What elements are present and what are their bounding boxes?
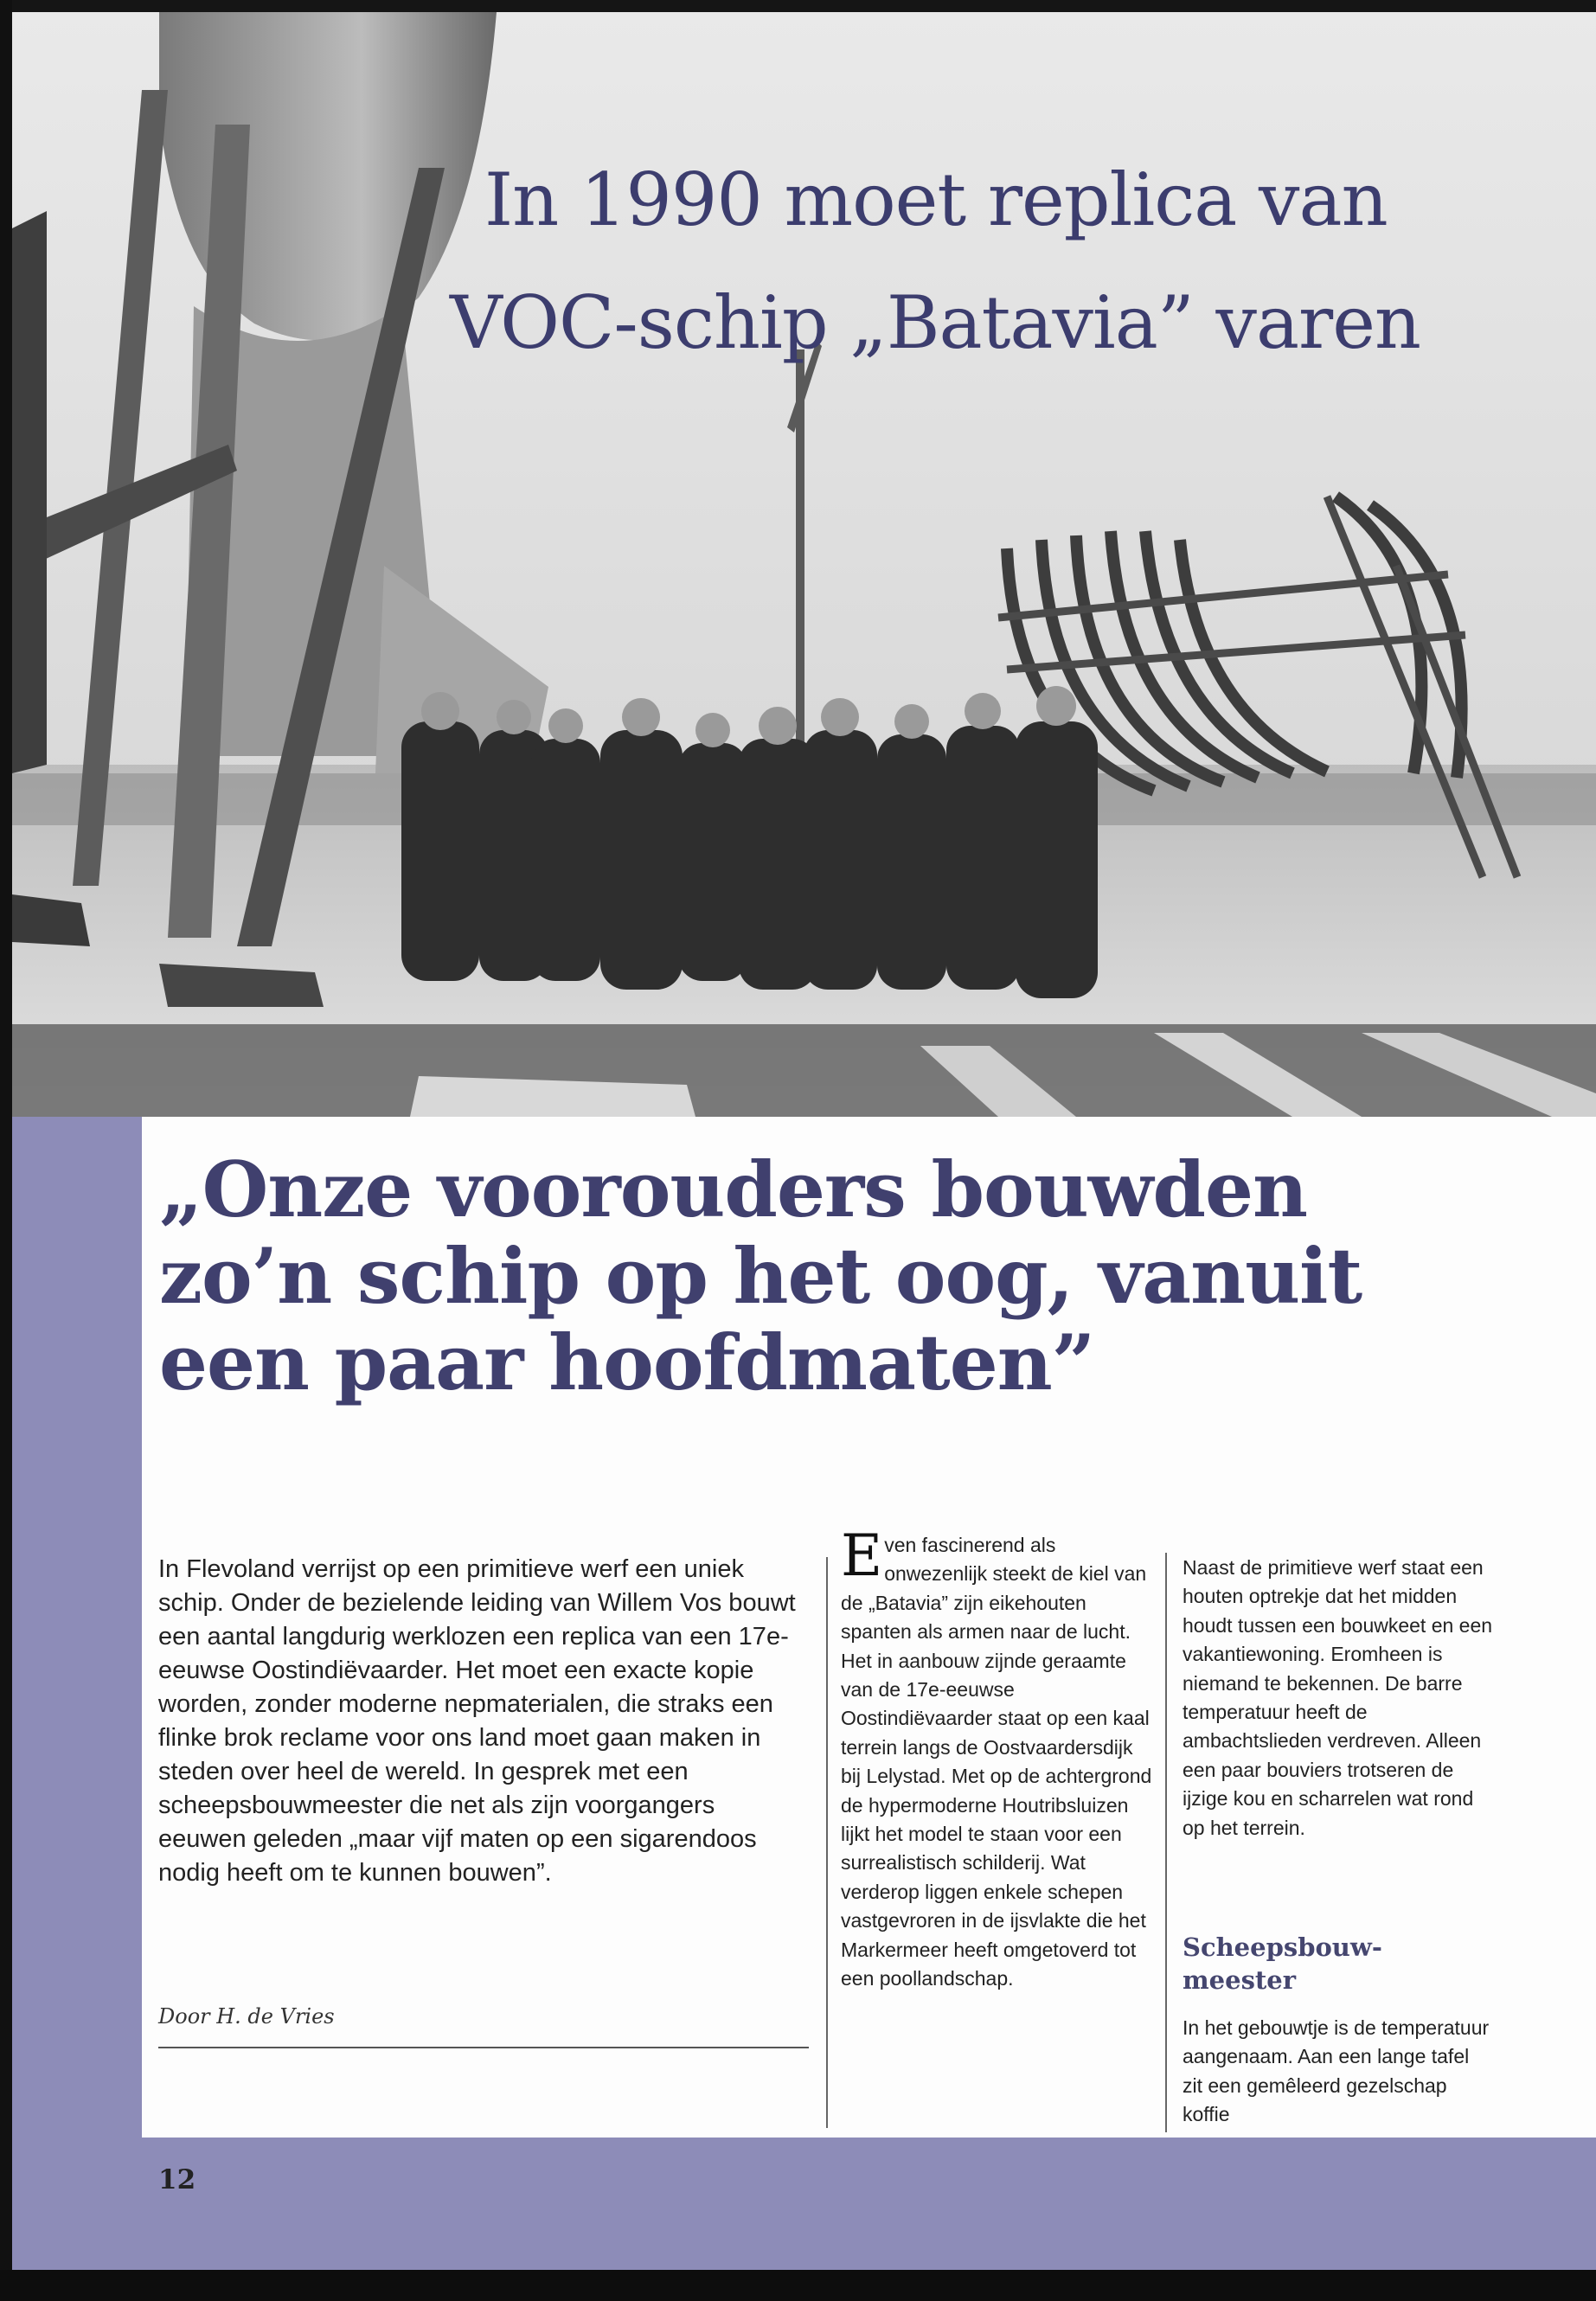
column-3-text-continued: In het gebouwtje is de temperatuur aangenaam. Aan een lange tafel zit een gemêleerd gezelschap koffie [1183, 2016, 1490, 2126]
quote-line-3: een paar hoofdmaten” [159, 1317, 1095, 1407]
page-number: 12 [158, 2164, 196, 2195]
quote-line-2: zo’n schip op het oog, vanuit [159, 1231, 1362, 1321]
headline-line-1: In 1990 moet replica van [484, 157, 1388, 242]
scan-bottom-edge [0, 2270, 1596, 2301]
drop-cap: E [841, 1522, 883, 1589]
quote-line-1: „Onze voorouders bouwden [159, 1144, 1307, 1234]
article-headline [450, 138, 1574, 384]
column-2 [841, 1522, 1152, 1994]
column-divider-2 [1165, 1553, 1167, 2132]
byline: Door H. de Vries [158, 2004, 335, 2029]
scan-top-edge [0, 0, 1596, 12]
column-divider-1 [826, 1557, 828, 2128]
accent-band-left [12, 1117, 142, 2270]
accent-band-bottom [12, 2137, 1596, 2270]
intro-rule [158, 2047, 809, 2048]
column-2-text: ven fascinerend als onwezenlijk steekt de kiel van de „Batavia” zijn eikehouten spanten als armen naar de lucht. Het in aanbouw zijnde geraamte van de 17e-eeuwse Oostindiëvaarder staat op een kaal terrein langs de Oostvaardersdijk bij Lelystad. Met op de achtergrond de hypermoderne Houtribsluizen lijkt het model te staan voor een surrealistisch schilderij. Wat verderop liggen enkele schepen vastgevroren in de ijsvlakte die het Markermeer heeft omgetoverd tot een poollandschap. [841, 1534, 1152, 1990]
headline-line-2: VOC-schip „Batavia” varen [450, 280, 1421, 365]
scan-left-edge [0, 0, 12, 2301]
section-subhead: Scheepsbouw-meester [1183, 1932, 1382, 1995]
intro-paragraph: In Flevoland verrijst op een primitieve werf een uniek schip. Onder de bezielende leiding van Willem Vos bouwt een aantal langdurig werklozen een replica van een 17e-eeuwse Oostindiëvaarder. Het moet een exacte kopie worden, zonder moderne nepmaterialen, die straks een flinke brok reclame voor ons land moet gaan maken in steden over heel de wereld. In gesprek met een scheepsbouwmeester die net als zijn voorgangers eeuwen geleden „maar vijf maten op een sigarendoos nodig heeft om te kunnen bouwen”. [158, 1555, 796, 1887]
column-3-text: Naast de primitieve werf staat een houten optrekje dat het midden houdt tussen een bouwkeet en een vakantiewoning. Eromheen is niemand te bekennen. De barre temperatuur heeft de ambachtslieden verdreven. Alleen een paar bouviers trotseren de ijzige kou en scharrelen wat rond op het terrein. [1183, 1556, 1493, 1839]
pull-quote-title [159, 1146, 1457, 1406]
